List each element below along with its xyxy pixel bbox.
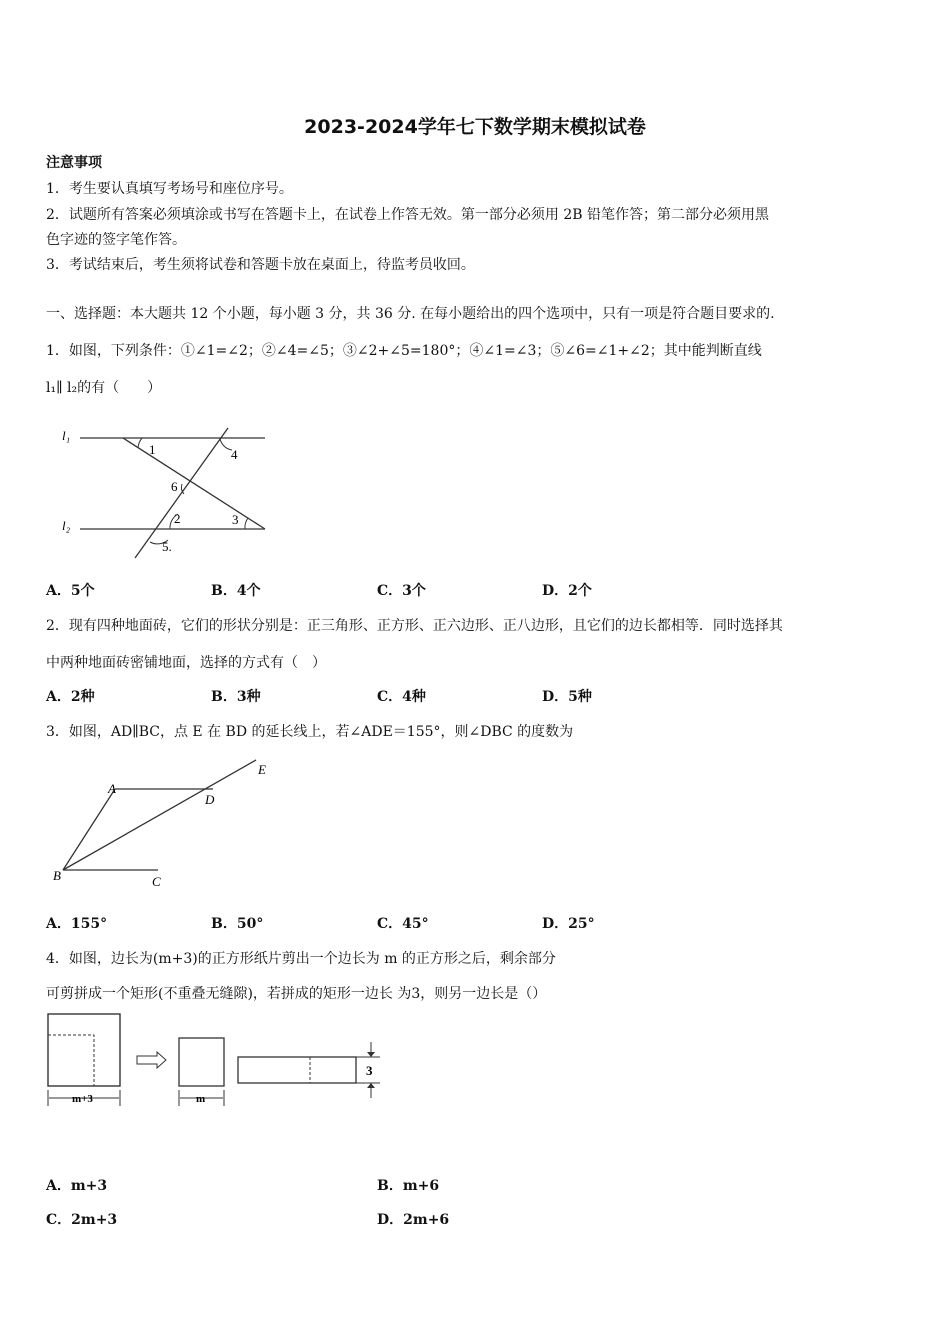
q1-option-b[interactable]: B．4个 xyxy=(211,583,261,599)
q4-stem: 4．如图，边长为(m+3)的正方形纸片剪出一个边长为 m 的正方形之后，剩余部分 xyxy=(46,951,556,967)
q3-option-b[interactable]: B．50° xyxy=(211,916,264,932)
q2-option-d[interactable]: D．5种 xyxy=(542,689,592,705)
inner-square-cut xyxy=(48,1035,94,1086)
angle-3: 3 xyxy=(232,512,239,527)
q3-option-d[interactable]: D．25° xyxy=(542,916,595,932)
label-l1: l₁ xyxy=(62,428,71,443)
notice-heading: 注意事项 xyxy=(46,155,102,171)
notice-item: 1．考生要认真填写考场号和座位序号。 xyxy=(46,181,293,197)
q1-figure xyxy=(50,420,280,565)
transversal-1 xyxy=(123,438,265,529)
point-e: E xyxy=(258,762,266,777)
q4-option-c[interactable]: C．2m+3 xyxy=(46,1212,118,1228)
middle-square xyxy=(179,1038,224,1086)
dim-m-plus-3: m+3 xyxy=(72,1093,93,1105)
dim-m: m xyxy=(196,1093,206,1105)
q1-option-c[interactable]: C．3个 xyxy=(377,583,426,599)
label-l2: l₂ xyxy=(62,518,71,533)
arrow-icon xyxy=(137,1052,166,1068)
q4-option-b[interactable]: B．m+6 xyxy=(377,1178,440,1194)
segment-ab xyxy=(63,789,115,870)
page-title: 2023-2024学年七下数学期末模拟试卷 xyxy=(304,116,646,138)
angle-1: 1 xyxy=(149,442,156,457)
q1-option-a[interactable]: A．5个 xyxy=(46,583,95,599)
section-heading: 一、选择题：本大题共 12 个小题，每小题 3 分，共 36 分. 在每小题给出的四个选项中，只有一项是符合题目要求的. xyxy=(46,306,775,322)
point-a: A xyxy=(108,781,116,796)
outer-square xyxy=(48,1014,120,1086)
q3-stem: 3．如图，AD∥BC，点 E 在 BD 的延长线上，若∠ADE＝155°，则∠DBC 的度数为 xyxy=(46,724,574,740)
q1-stem-2: l₁∥ l₂的有（ ） xyxy=(46,380,162,396)
q1-option-d[interactable]: D．2个 xyxy=(542,583,592,599)
point-c: C xyxy=(152,874,161,889)
notice-item: 3．考试结束后，考生须将试卷和答题卡放在桌面上，待监考员收回。 xyxy=(46,257,475,273)
angle-4: 4 xyxy=(231,447,238,462)
q2-option-c[interactable]: C．4种 xyxy=(377,689,426,705)
q2-option-b[interactable]: B．3种 xyxy=(211,689,261,705)
q3-figure xyxy=(48,752,288,897)
ray-be xyxy=(63,760,256,870)
angle-5: 5. xyxy=(162,539,172,554)
point-d: D xyxy=(205,792,215,807)
notice-item: 色字迹的签字笔作答。 xyxy=(46,232,186,248)
notice-item: 2．试题所有答案必须填涂或书写在答题卡上，在试卷上作答无效。第一部分必须用 2B 铅笔作答；第二部分必须用黑 xyxy=(46,207,769,223)
q4-stem-2: 可剪拼成一个矩形(不重叠无缝隙)，若拼成的矩形一边长 为3，则另一边长是（） xyxy=(46,986,547,1002)
dim-3: 3 xyxy=(366,1063,373,1078)
angle-6: 6 xyxy=(171,479,178,494)
result-rectangle xyxy=(238,1057,356,1083)
point-b: B xyxy=(53,868,61,883)
q4-figure xyxy=(44,1010,389,1110)
q2-stem: 2．现有四种地面砖，它们的形状分别是：正三角形、正方形、正六边形、正八边形，且它们的边长都相等．同时选择其 xyxy=(46,618,783,634)
q2-stem-2: 中两种地面砖密铺地面，选择的方式有（ ） xyxy=(46,655,326,671)
q4-option-d[interactable]: D．2m+6 xyxy=(377,1212,450,1228)
q3-option-a[interactable]: A．155° xyxy=(46,916,108,932)
q1-stem: 1．如图，下列条件：①∠1=∠2；②∠4=∠5；③∠2+∠5=180°；④∠1=∠3；⑤∠6=∠1+∠2；其中能判断直线 xyxy=(46,343,762,359)
q4-option-a[interactable]: A．m+3 xyxy=(46,1178,108,1194)
angle-2: 2 xyxy=(174,511,181,526)
q2-option-a[interactable]: A．2种 xyxy=(46,689,95,705)
q3-option-c[interactable]: C．45° xyxy=(377,916,429,932)
